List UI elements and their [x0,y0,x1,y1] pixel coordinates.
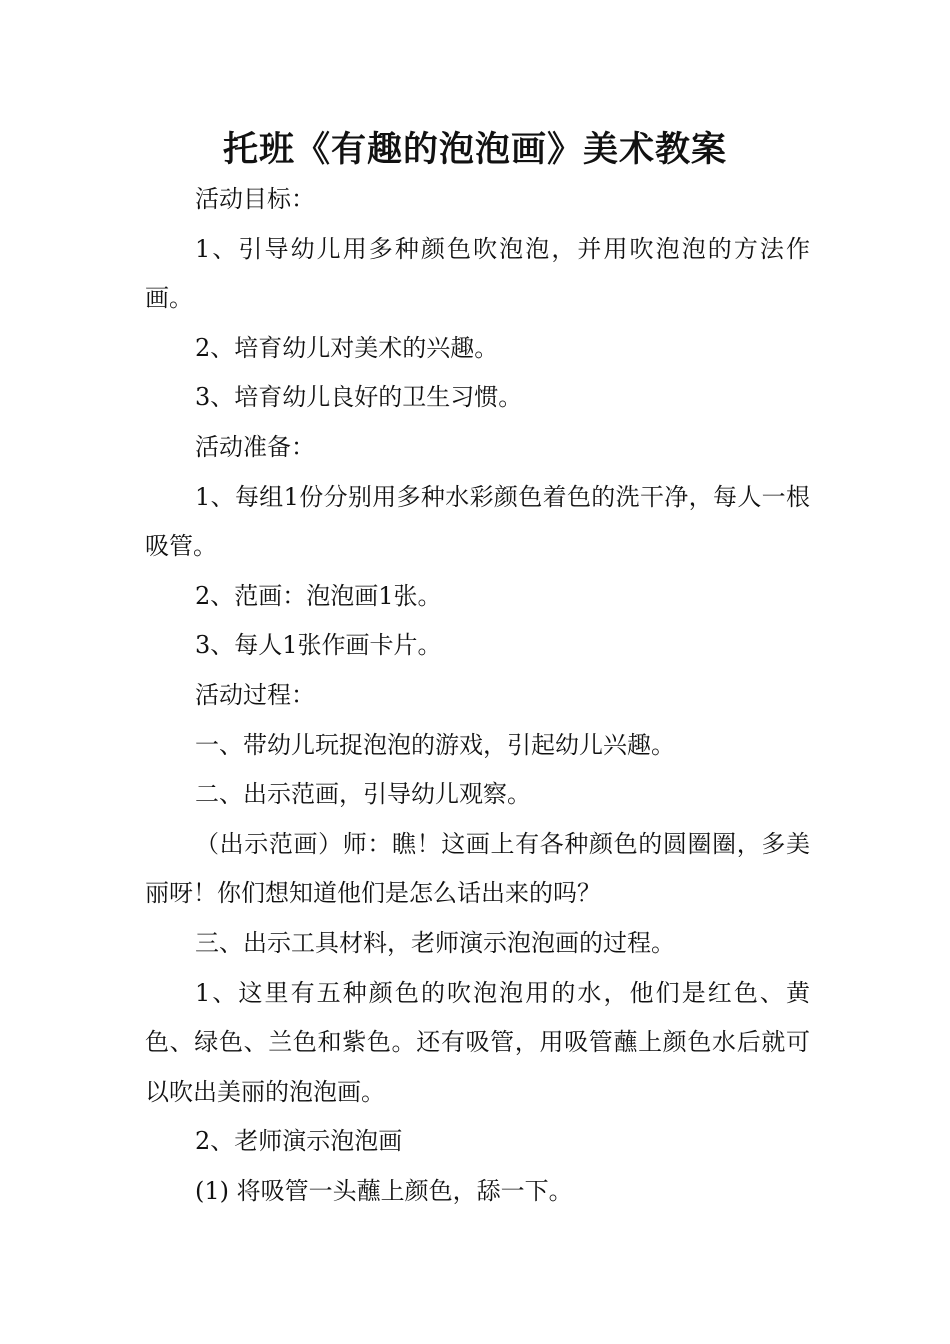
section-heading-process: 活动过程： [195,680,315,709]
section-heading-goals: 活动目标： [195,185,315,213]
paragraph: 三、出示工具材料，老师演示泡泡画的过程。 [195,928,675,957]
document-title: 托班《有趣的泡泡画》美术教案 [222,130,727,170]
paragraph: 3、培育幼儿良好的卫生习惯。 [195,383,523,412]
paragraph: 3、每人1张作画卡片。 [195,631,442,660]
paragraph: 1、引导幼儿用多种颜色吹泡泡，并用吹泡泡的方法作画。 [145,234,810,313]
paragraph: （出示范画）师：瞧！这画上有各种颜色的圆圈圈，多美丽呀！你们想知道他们是怎么话出来的吗？ [145,829,810,908]
paragraph: 1、每组1份分别用多种水彩颜色着色的洗干净，每人一根吸管。 [145,482,810,561]
section-heading-preparation: 活动准备： [195,432,315,461]
paragraph: 1、这里有五种颜色的吹泡泡用的水，他们是红色、黄色、绿色、兰色和紫色。还有吸管，用吸管蘸上颜色水后就可以吹出美丽的泡泡画。 [145,978,810,1106]
document-body [145,175,810,1216]
paragraph: 二、出示范画，引导幼儿观察。 [195,780,531,809]
paragraph: 2、范画：泡泡画1张。 [195,581,442,610]
paragraph: (1) 将吸管一头蘸上颜色，舔一下。 [195,1176,573,1205]
paragraph: 2、培育幼儿对美术的兴趣。 [195,333,499,362]
paragraph: 一、带幼儿玩捉泡泡的游戏，引起幼儿兴趣。 [195,730,675,759]
paragraph: 2、老师演示泡泡画 [195,1127,403,1156]
